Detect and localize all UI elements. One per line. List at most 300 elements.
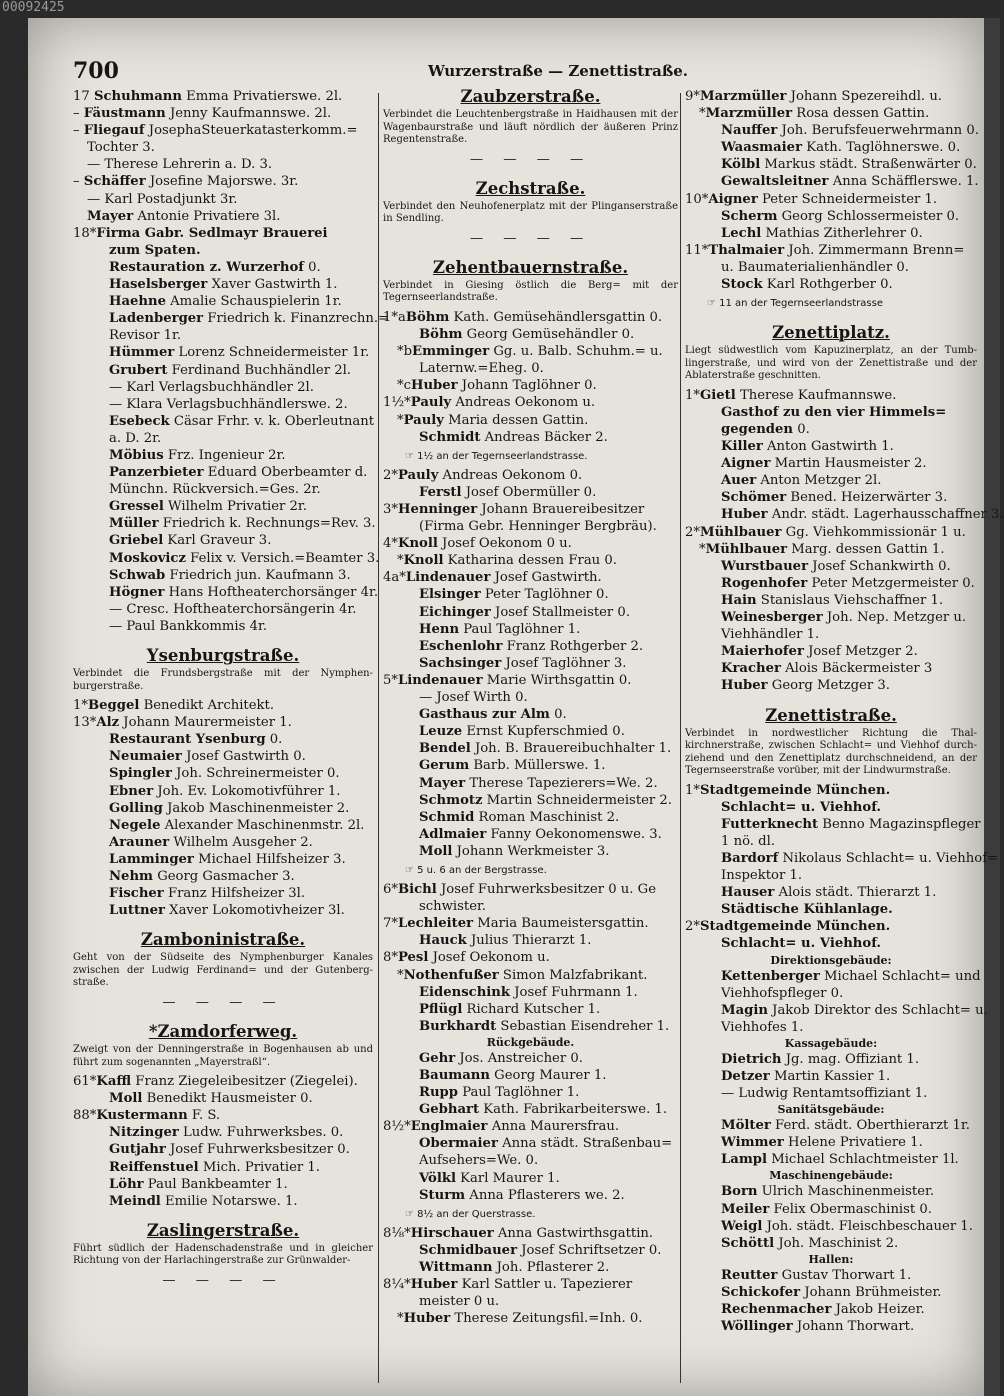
surname: Hauck — [419, 933, 467, 949]
entry-details: Friedrich k. Rechnungs=Rev. 3. — [158, 516, 376, 532]
surname: Mühlbauer — [705, 541, 788, 557]
resident-entry — [685, 524, 977, 541]
entry-details: Felix Obermaschinist 0. — [769, 1201, 932, 1217]
surname: Böhm — [419, 327, 463, 343]
entry-details: Johann Thorwart. — [792, 1319, 915, 1335]
street-title: *Zamdorferweg. — [148, 1022, 298, 1041]
surname: Restauration z. Wurzerhof — [109, 259, 304, 275]
resident-entry — [73, 714, 373, 731]
entry-details: Georg Metzger 3. — [767, 678, 890, 694]
column-2 — [383, 88, 678, 1327]
surname: Schömer — [721, 490, 787, 506]
surname: Arauner — [109, 834, 170, 850]
resident-entry — [73, 783, 373, 800]
surname: Lechleiter — [397, 916, 474, 932]
surname: Sachsinger — [419, 655, 502, 671]
surname: Meindl — [109, 1193, 161, 1209]
resident-entry — [685, 799, 977, 816]
resident-entry — [685, 139, 977, 156]
surname: Aigner — [721, 456, 771, 472]
resident-entry — [685, 242, 977, 259]
entry-details: Paul Taglöhner 1. — [458, 1085, 580, 1101]
resident-entry — [685, 592, 977, 609]
entry-details: Paul Bankbeamter 1. — [143, 1176, 288, 1192]
entry-details: Josef Fuhrmann 1. — [510, 984, 638, 1000]
entry-details: Johann Spezereihdl. u. — [786, 89, 943, 104]
surname: Haehne — [109, 294, 166, 310]
surname: Magin — [721, 1002, 768, 1018]
surname: Spingler — [109, 766, 172, 782]
house-number: 10* — [685, 191, 709, 207]
surname: Pauly — [397, 467, 439, 483]
entry-details: Marg. dessen Gattin 1. — [787, 541, 945, 557]
resident-entry — [73, 276, 373, 293]
surname: Lindenauer — [397, 672, 483, 688]
resident-entry — [685, 191, 977, 208]
resident-entry — [685, 1183, 977, 1200]
house-number: * — [397, 967, 404, 983]
surname: Huber — [410, 1277, 458, 1293]
house-number: * — [397, 412, 404, 428]
surname: Reutter — [721, 1267, 778, 1283]
surname: Wittmann — [419, 1260, 493, 1276]
resident-entry — [383, 326, 678, 343]
resident-entry — [383, 518, 678, 535]
entry-details: Andreas Oekonom u. — [451, 395, 596, 411]
resident-entry — [685, 88, 977, 105]
surname: Lindenauer — [405, 570, 491, 586]
entry-details: Michael Schlachtmeister 1l. — [767, 1152, 959, 1168]
surname: Schmidt — [419, 429, 481, 445]
entry-details: Josef Oekonom 0 u. — [437, 536, 572, 552]
street-section — [73, 1222, 373, 1289]
resident-entry — [383, 429, 678, 446]
resident-entry — [73, 1159, 373, 1176]
resident-entry — [685, 105, 977, 122]
street-description: Liegt südwestlich vom Kapuzinerplatz, an der Tumblingerstraße, und wird von der Zenettistraße und der Ablaterstraße geschnitten. — [685, 345, 977, 382]
entry-details: Johann Taglöhner 0. — [457, 378, 597, 394]
street-section — [685, 323, 1004, 694]
surname: Eidenschink — [419, 984, 511, 1000]
surname: Rogenhofer — [721, 575, 808, 591]
house-number: 2* — [685, 524, 700, 540]
resident-entry — [383, 757, 678, 774]
entry-details: — Klara Verlagsbuchhändlerswe. 2. — [109, 396, 348, 412]
surname: Hain — [721, 592, 757, 608]
resident-entry — [685, 472, 977, 489]
house-number: 4a* — [383, 570, 406, 586]
entry-details: Therese Tapezierers=We. 2. — [465, 775, 658, 791]
surname: Henninger — [397, 502, 478, 517]
entry-details: Tochter 3. — [87, 140, 155, 156]
surname: Kracher — [721, 661, 781, 677]
entry-details: Viehhofspfleger 0. — [721, 985, 844, 1001]
street-description: Zweigt von der Denningerstraße in Bogenhausen ab und führt zum sogenannten „Mayerstraßl“. — [73, 1044, 373, 1068]
surname: Böhm — [405, 309, 450, 325]
resident-entry — [685, 901, 977, 918]
entry-details: Joh. Zimmermann Brenn= — [784, 242, 965, 258]
street-title: Ysenburgstraße. — [146, 646, 300, 665]
entry-details: — Therese Lehrerin a. D. 3. — [87, 157, 273, 173]
surname: Negele — [109, 817, 161, 833]
surname: Gehr — [419, 1050, 456, 1066]
surname: Dietrich — [721, 1051, 782, 1067]
surname: Müller — [109, 516, 159, 532]
column-1 — [73, 88, 390, 1295]
entry-details: Josefine Majorswe. 3r. — [145, 174, 299, 190]
entry-details: Joh. Pflasterer 2. — [492, 1260, 610, 1276]
house-number: * — [699, 106, 706, 122]
resident-entry — [685, 156, 977, 173]
column-rule — [680, 93, 681, 1383]
surname: Gasthaus zur Alm — [419, 707, 550, 723]
resident-entry — [73, 851, 373, 868]
surname: Stadtgemeinde München. — [699, 919, 891, 935]
entry-details: Johann Brauereibesitzer — [477, 502, 645, 517]
resident-entry — [73, 105, 373, 122]
entry-details: Sebastian Eisendreher 1. — [496, 1018, 670, 1034]
entry-details: Wilhelm Ausgeher 2. — [169, 834, 313, 850]
resident-entry — [685, 208, 977, 225]
entry-details: Frz. Ingenieur 2r. — [163, 447, 286, 463]
page-number: 700 — [73, 58, 119, 84]
entry-details: — Cresc. Hoftheaterchorsängerin 4r. — [109, 601, 357, 617]
entry-details: Barb. Müllerswe. 1. — [469, 758, 606, 774]
surname: Nauffer — [721, 123, 778, 139]
column-3 — [685, 88, 1004, 1335]
resident-entry — [685, 387, 977, 404]
entry-details: Josef Taglöhner 3. — [501, 655, 627, 671]
resident-entry — [73, 902, 373, 919]
surname: Schmidbauer — [419, 1242, 518, 1258]
entry-details: Jakob Direktor des Schlacht= u. — [767, 1002, 988, 1018]
surname: Luttner — [109, 903, 165, 919]
entry-details: Gg. u. Balb. Schuhm.= u. — [489, 344, 663, 360]
resident-entry — [383, 412, 678, 429]
street-description: Geht von der Südseite des Nymphenburger Kanales zwischen der Ludwig Ferdinand= und der Gutenbergstraße. — [73, 952, 373, 989]
resident-entry — [383, 843, 678, 860]
resident-entry — [685, 558, 977, 575]
surname: Schuhmann — [93, 89, 182, 104]
resident-entry — [73, 173, 373, 190]
house-number: 61* — [73, 1074, 97, 1090]
surname: Wurstbauer — [721, 558, 809, 574]
resident-entry — [685, 575, 977, 592]
resident-entry — [685, 677, 977, 694]
resident-entry — [383, 809, 678, 826]
house-number: 8* — [383, 950, 398, 966]
surname: Neumaier — [109, 749, 182, 765]
entry-details: Alois städt. Thierarzt 1. — [774, 885, 937, 901]
entry-details: Helene Privatiere 1. — [783, 1135, 923, 1151]
resident-entry — [685, 968, 981, 985]
surname: Huber — [721, 507, 768, 523]
surname: Huber — [410, 378, 458, 394]
entry-details: Revisor 1r. — [109, 328, 182, 344]
entry-details: Karl Graveur 3. — [163, 533, 272, 549]
resident-entry — [383, 915, 678, 932]
resident-entry — [685, 421, 977, 438]
entry-details: Joh. Maschinist 2. — [774, 1235, 899, 1251]
house-number: 18* — [73, 225, 97, 241]
surname: Städtische Kühlanlage. — [721, 902, 893, 918]
entry-details: Georg Gasmacher 3. — [153, 869, 295, 885]
entry-details: Antonie Privatiere 3l. — [133, 208, 281, 224]
entry-details: Joh. Berufsfeuerwehrmann 0. — [777, 123, 979, 139]
entry-details: 0. — [303, 259, 321, 275]
house-number: 8½* — [383, 1119, 411, 1135]
resident-entry — [685, 455, 977, 472]
resident-entry — [685, 1218, 977, 1235]
entry-details: Anna Pflasterers we. 2. — [465, 1187, 625, 1203]
resident-entry — [685, 259, 977, 276]
entry-details: Amalie Schauspielerin 1r. — [165, 294, 342, 310]
surname: Gutjahr — [109, 1142, 166, 1158]
entry-details: Ferd. städt. Oberthierarzt 1r. — [770, 1118, 970, 1134]
entry-details: Joh. Ev. Lokomotivführer 1. — [153, 783, 341, 799]
entry-details: Friedrich k. Finanzrechn.= — [203, 311, 390, 327]
street-section — [73, 1023, 373, 1210]
house-number: 4* — [383, 536, 398, 552]
resident-entry — [383, 1310, 678, 1327]
resident-entry — [73, 1107, 373, 1124]
entry-details: Michael Schlacht= und — [819, 968, 981, 984]
entry-details: Maria Baumeistersgattin. — [473, 916, 649, 932]
surname: Ferstl — [419, 484, 462, 500]
entry-details: Lorenz Schneidermeister 1r. — [174, 345, 370, 361]
house-number: – — [73, 174, 84, 190]
surname: Ladenberger — [109, 311, 204, 327]
entry-details: Therese Kaufmannswe. — [735, 387, 897, 403]
entry-details: Martin Schneidermeister 2. — [482, 792, 673, 808]
resident-entry — [383, 706, 678, 723]
entry-details: Gg. Viehkommissionär 1 u. — [781, 524, 966, 540]
house-number: 7* — [383, 916, 398, 932]
surname: Schwab — [109, 567, 166, 583]
resident-entry — [383, 949, 678, 966]
entry-details: Friedrich jun. Kaufmann 3. — [165, 567, 351, 583]
resident-entry — [383, 1152, 678, 1169]
resident-entry — [383, 1118, 678, 1135]
resident-entry — [383, 1170, 678, 1187]
resident-entry — [73, 618, 373, 635]
surname: Völkl — [419, 1170, 456, 1186]
entry-details: Kath. Taglöhnerswe. 0. — [802, 140, 961, 156]
surname: Schöttl — [721, 1235, 775, 1251]
resident-entry — [685, 643, 977, 660]
entry-details: Andreas Oekonom 0. — [438, 467, 583, 483]
entry-details: Ernst Kupferschmied 0. — [462, 724, 625, 740]
resident-entry — [383, 621, 678, 638]
entry-details: Peter Taglöhner 0. — [480, 587, 609, 603]
entry-details: meister 0 u. — [419, 1294, 500, 1310]
entry-details: (Firma Gebr. Henninger Bergbräu). — [419, 519, 657, 535]
resident-entry — [73, 344, 373, 361]
entry-details: Anna Gastwirthsgattin. — [493, 1225, 654, 1241]
house-number: 1½* — [383, 395, 411, 411]
resident-entry — [73, 1090, 373, 1107]
resident-entry — [383, 1050, 678, 1067]
resident-entry — [383, 672, 678, 689]
surname: Weigl — [721, 1218, 763, 1234]
entry-details: Therese Zeitungsfil.=Inh. 0. — [450, 1311, 643, 1327]
resident-entry — [73, 515, 376, 532]
surname: Knoll — [403, 553, 444, 569]
adjacent-page-edge — [984, 18, 1000, 1396]
surname: Bendel — [419, 741, 471, 757]
surname: Killer — [721, 439, 763, 455]
resident-entry — [73, 88, 373, 105]
surname: Obermaier — [419, 1136, 498, 1152]
entry-details: JosephaSteuerkatasterkomm.= — [144, 123, 358, 139]
resident-entry — [73, 379, 373, 396]
house-number: 2* — [383, 467, 398, 483]
building-subheading: Maschinengebäude: — [769, 1169, 893, 1183]
surname: Nothenfußer — [403, 967, 499, 983]
surname: Auer — [721, 473, 757, 489]
house-number: * — [397, 1311, 404, 1327]
entry-details: Joh. städt. Fleischbeschauer 1. — [762, 1218, 973, 1234]
entry-details: Benedikt Architekt. — [139, 698, 275, 714]
surname: Born — [721, 1184, 758, 1200]
entry-details: Franz Rothgerber 2. — [502, 638, 644, 654]
surname: Aigner — [708, 191, 758, 207]
resident-entry — [383, 377, 678, 394]
resident-entry — [685, 660, 977, 677]
house-number: 11* — [685, 242, 709, 258]
entry-details: Hans Hoftheaterchorsänger 4r. — [164, 584, 379, 600]
surname: Lamminger — [109, 851, 194, 867]
surname: Adlmaier — [419, 826, 487, 842]
surname: Thalmaier — [708, 242, 785, 258]
entry-details: Richard Kutscher 1. — [462, 1001, 601, 1017]
resident-entry — [685, 626, 977, 643]
entry-details: 0. — [549, 707, 567, 723]
resident-entry — [73, 242, 373, 259]
directory-page — [28, 18, 1004, 1396]
resident-entry — [73, 532, 373, 549]
surname: Moskovicz — [109, 550, 186, 566]
resident-entry — [73, 259, 373, 276]
street-title: Zamboninistraße. — [140, 930, 306, 950]
surname: Schickofer — [721, 1284, 801, 1300]
surname: Meiler — [721, 1201, 770, 1217]
street-description: Verbindet in Giesing östlich die Berg= mit der Tegernseerlandstraße. — [383, 279, 678, 304]
entry-details: Marie Wirthsgattin 0. — [482, 672, 632, 688]
entry-details: — Paul Bankkommis 4r. — [109, 618, 268, 634]
entry-details: Andreas Bäcker 2. — [480, 429, 608, 445]
entry-details: Johann Werkmeister 3. — [452, 843, 610, 859]
entry-details: Jos. Anstreicher 0. — [455, 1050, 583, 1066]
resident-entry — [685, 1235, 977, 1252]
resident-entry — [73, 748, 373, 765]
surname: Kustermann — [96, 1108, 188, 1124]
resident-entry — [73, 430, 373, 447]
surname: Griebel — [109, 533, 164, 549]
street-section — [383, 180, 678, 247]
resident-entry — [73, 1193, 373, 1210]
surname: Englmaier — [410, 1119, 488, 1135]
entry-details: — Ludwig Rentamtsoffiziant 1. — [721, 1086, 928, 1102]
resident-entry — [73, 817, 373, 834]
surname: Reiffenstuel — [109, 1159, 199, 1175]
resident-entry — [383, 1276, 678, 1293]
entry-details: Xaver Lokomotivheizer 3l. — [164, 903, 345, 919]
resident-entry — [383, 1067, 678, 1084]
entry-details: Jg. mag. Offiziant 1. — [781, 1051, 920, 1067]
resident-entry — [73, 413, 373, 430]
resident-entry — [685, 1002, 988, 1019]
entry-details: Eduard Oberbeamter d. — [203, 465, 368, 481]
entry-details: Josef Gastwirth. — [490, 570, 602, 586]
entry-details: Anna Schäfflerswe. 1. — [828, 174, 979, 190]
entry-details: Mich. Privatier 1. — [198, 1159, 320, 1175]
resident-entry — [73, 800, 373, 817]
resident-entry — [383, 740, 678, 757]
entry-details: Ferdinand Buchhändler 2l. — [167, 362, 351, 378]
resident-entry — [73, 191, 373, 208]
resident-entry — [685, 173, 977, 190]
surname: Ebner — [109, 783, 154, 799]
resident-entry — [383, 394, 678, 411]
entry-details: 0. — [793, 422, 810, 437]
resident-entry — [383, 501, 678, 518]
resident-entry — [685, 225, 977, 242]
resident-entry — [383, 1135, 678, 1152]
entry-details: Josef Gastwirth 0. — [181, 749, 306, 765]
resident-entry — [383, 1101, 678, 1118]
resident-entry — [383, 932, 678, 949]
entry-details: Inspektor 1. — [721, 868, 803, 884]
entry-details: Andr. städt. Lagerhausschaffner 3. — [767, 507, 1004, 523]
entry-details: Alois Bäckermeister 3 — [780, 661, 933, 677]
entry-details: Georg Gemüsehändler 0. — [462, 327, 635, 343]
resident-entry — [383, 604, 678, 621]
resident-entry — [685, 1068, 977, 1085]
entry-details: Franz Ziegeleibesitzer (Ziegelei). — [131, 1074, 358, 1090]
resident-entry — [73, 1141, 373, 1158]
entry-details: a. D. 2r. — [109, 430, 162, 446]
entry-details: Benedikt Hausmeister 0. — [142, 1091, 313, 1107]
surname: Löhr — [109, 1176, 144, 1192]
surname: Gasthof zu den vier Himmels= — [721, 404, 947, 420]
street-reference-note: ☞ 11 an der Tegernseerlandstrasse — [707, 298, 883, 310]
surname: Knoll — [397, 536, 438, 552]
resident-entry — [383, 343, 678, 360]
building-subheading: Hallen: — [808, 1252, 854, 1266]
surname: Schmotz — [419, 792, 483, 808]
resident-entry — [383, 655, 678, 672]
entry-details: Anton Gastwirth 1. — [762, 439, 894, 455]
surname: Maierhofer — [721, 644, 804, 660]
surname: Grubert — [109, 362, 168, 378]
entry-details: Karl Maurer 1. — [455, 1170, 560, 1186]
street-section — [383, 259, 678, 1328]
entry-details: Alexander Maschinenmstr. 2l. — [160, 817, 365, 833]
surname: Nehm — [109, 869, 153, 885]
surname: Haselsberger — [109, 277, 208, 293]
resident-entry — [73, 447, 373, 464]
house-number: 8¼* — [383, 1277, 411, 1293]
resident-entry — [73, 208, 373, 225]
resident-entry — [685, 506, 1004, 523]
entry-details: Joh. B. Brauereibuchhalter 1. — [470, 741, 672, 757]
house-number: 2* — [685, 919, 700, 935]
resident-entry — [685, 1301, 977, 1318]
surname: Beggel — [87, 698, 140, 714]
resident-entry — [73, 868, 373, 885]
surname: Gietl — [699, 387, 736, 403]
